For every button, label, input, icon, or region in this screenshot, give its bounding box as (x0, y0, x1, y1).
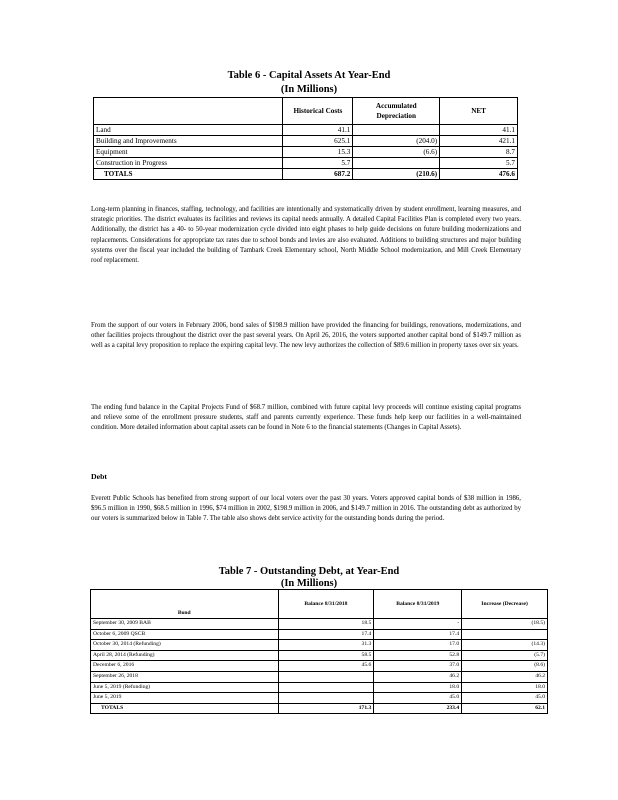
cell-balance-2019: 233.4 (374, 703, 462, 714)
header-accumulated-depreciation: Accumulated Depreciation (353, 98, 440, 125)
cell-change: 18.0 (462, 682, 548, 693)
header-historical-costs: Historical Costs (283, 98, 353, 125)
bond-name: October 6, 2009 QSCB (91, 629, 279, 640)
header-increase-decrease: Increase (Decrease) (462, 590, 548, 619)
header-cell (94, 98, 283, 125)
paragraph-fund-balance: The ending fund balance in the Capital Projects Fund of $68.7 million, combined with future capital levy proceeds will continue existing capital programs and relieve some of the enrollment pressure students, staff and parents currently experience. These funds help keep our facilities in a well-maintained condition. More detailed information about capital assets can be found in Note 6 to the financial statements (Changes in Capital Assets). (91, 404, 521, 432)
cell-change (462, 629, 548, 640)
cell-cost: 625.1 (283, 136, 353, 147)
paragraph-debt: Everett Public Schools has benefited from strong support of our local voters over the past 30 years. Voters approved capital bonds of $38 million in 1986, $96.5 million in 1990, $68.5 million in 1996, $74 million in 2002, $198.9 million in 2006, and $149.7 million in 2016. The outstanding debt as authorized by our voters is summarized below in Table 7. The table also shows debt service activity for the outstanding bonds during the period. (91, 495, 521, 523)
cell-balance-2018: 18.5 (278, 619, 374, 630)
cell-balance-2018: 58.5 (278, 650, 374, 661)
paragraph-voter-support: From the support of our voters in February 2006, bond sales of $198.9 million have provided the financing for buildings, renovations, modernizations, and other facilities projects throughout the district over the past several years. On April 26, 2016, the voters supported another capital bond of $149.7 million as well as a capital levy proposition to replace the expiring capital levy. The new levy authorizes the collection of $89.6 million in property taxes over six years. (91, 322, 521, 350)
table-row (94, 125, 518, 136)
table-row (91, 693, 548, 704)
cell-depreciation (353, 125, 440, 136)
row-label: TOTALS (94, 169, 283, 180)
bond-name: October 30, 2014 (Refunding) (91, 640, 279, 651)
cell-balance-2019: 37.0 (374, 661, 462, 672)
bond-name: September 26, 2018 (91, 671, 279, 682)
table-row (91, 661, 548, 672)
cell-balance-2019: 46.2 (374, 671, 462, 682)
table-7-subtitle: (In Millions) (280, 578, 338, 589)
table-6-title: Table 6 - Capital Assets At Year-End (227, 70, 391, 81)
cell-depreciation: (204.0) (353, 136, 440, 147)
table-row (91, 619, 548, 630)
table-row (94, 136, 518, 147)
row-label: Equipment (94, 147, 283, 158)
row-label: Building and Improvements (94, 136, 283, 147)
cell-cost: 41.1 (283, 125, 353, 136)
cell-balance-2019: 18.0 (374, 682, 462, 693)
cell-balance-2018: 45.6 (278, 661, 374, 672)
cell-cost: 5.7 (283, 158, 353, 169)
cell-depreciation (353, 158, 440, 169)
cell-balance-2019: 17.4 (374, 629, 462, 640)
totals-row (94, 169, 518, 180)
cell-change: (18.5) (462, 619, 548, 630)
header-balance-2018: Balance 8/31/2018 (278, 590, 374, 619)
cell-balance-2018 (278, 682, 374, 693)
totals-row (91, 703, 548, 714)
bond-name: December 6, 2016 (91, 661, 279, 672)
paragraph-facilities-planning: Long-term planning in finances, staffing, technology, and facilities are intentionally and systematically driven by student enrollment, learning measures, and strategic priorities. The district evaluates its facilities and reviews its capital needs annually. A detailed Capital Facilities Plan is completed every two years. Additionally, the district has a 40- to 50-year modernization cycle divided into eight phases to help guide decisions on future building modernizations and replacements. Considerations for appropriate tax rates due to school bonds and levies are also evaluated. Additions to building structures and major building systems over the fiscal year included the building of Tambark Creek Elementary school, North Middle School modernization, and Mill Creek Elementary roof replacement. (91, 206, 521, 265)
table-row (91, 682, 548, 693)
cell-change: 46.2 (462, 671, 548, 682)
cell-balance-2019: 45.0 (374, 693, 462, 704)
cell-cost: 15.3 (283, 147, 353, 158)
cell-change: (5.7) (462, 650, 548, 661)
cell-balance-2019: - (374, 619, 462, 630)
cell-net: 8.7 (440, 147, 518, 158)
cell-net: 476.6 (440, 169, 518, 180)
table-6-subtitle: (In Millions) (280, 84, 338, 95)
header-net: NET (440, 98, 518, 125)
table-row (91, 629, 548, 640)
cell-net: 5.7 (440, 158, 518, 169)
table-row (91, 671, 548, 682)
debt-heading: Debt (91, 472, 108, 481)
cell-change: 62.1 (462, 703, 548, 714)
bond-name: April 28, 2014 (Refunding) (91, 650, 279, 661)
cell-balance-2019: 52.8 (374, 650, 462, 661)
cell-depreciation: (210.6) (353, 169, 440, 180)
cell-change: (8.6) (462, 661, 548, 672)
cell-change: 45.0 (462, 693, 548, 704)
table-header-row (94, 98, 518, 125)
cell-balance-2018: 171.3 (278, 703, 374, 714)
bond-name: June 5, 2019 (91, 693, 279, 704)
table-7-title: Table 7 - Outstanding Debt, at Year-End (218, 566, 400, 577)
header-bond: Bond (91, 590, 279, 619)
outstanding-debt-table (90, 589, 548, 714)
table-row (94, 147, 518, 158)
table-row (91, 650, 548, 661)
cell-balance-2019: 17.0 (374, 640, 462, 651)
bond-name: June 5, 2019 (Refunding) (91, 682, 279, 693)
cell-net: 41.1 (440, 125, 518, 136)
cell-balance-2018: 31.3 (278, 640, 374, 651)
table-row (94, 158, 518, 169)
table-header-row (91, 590, 548, 619)
cell-cost: 687.2 (283, 169, 353, 180)
row-label: Land (94, 125, 283, 136)
table-row (91, 640, 548, 651)
cell-change: (14.3) (462, 640, 548, 651)
cell-depreciation: (6.6) (353, 147, 440, 158)
capital-assets-table (93, 97, 518, 180)
row-label: Construction in Progress (94, 158, 283, 169)
bond-name: TOTALS (91, 703, 279, 714)
cell-balance-2018 (278, 693, 374, 704)
cell-balance-2018: 17.4 (278, 629, 374, 640)
cell-balance-2018 (278, 671, 374, 682)
header-balance-2019: Balance 8/31/2019 (374, 590, 462, 619)
bond-name: September 30, 2009 BAB (91, 619, 279, 630)
cell-net: 421.1 (440, 136, 518, 147)
